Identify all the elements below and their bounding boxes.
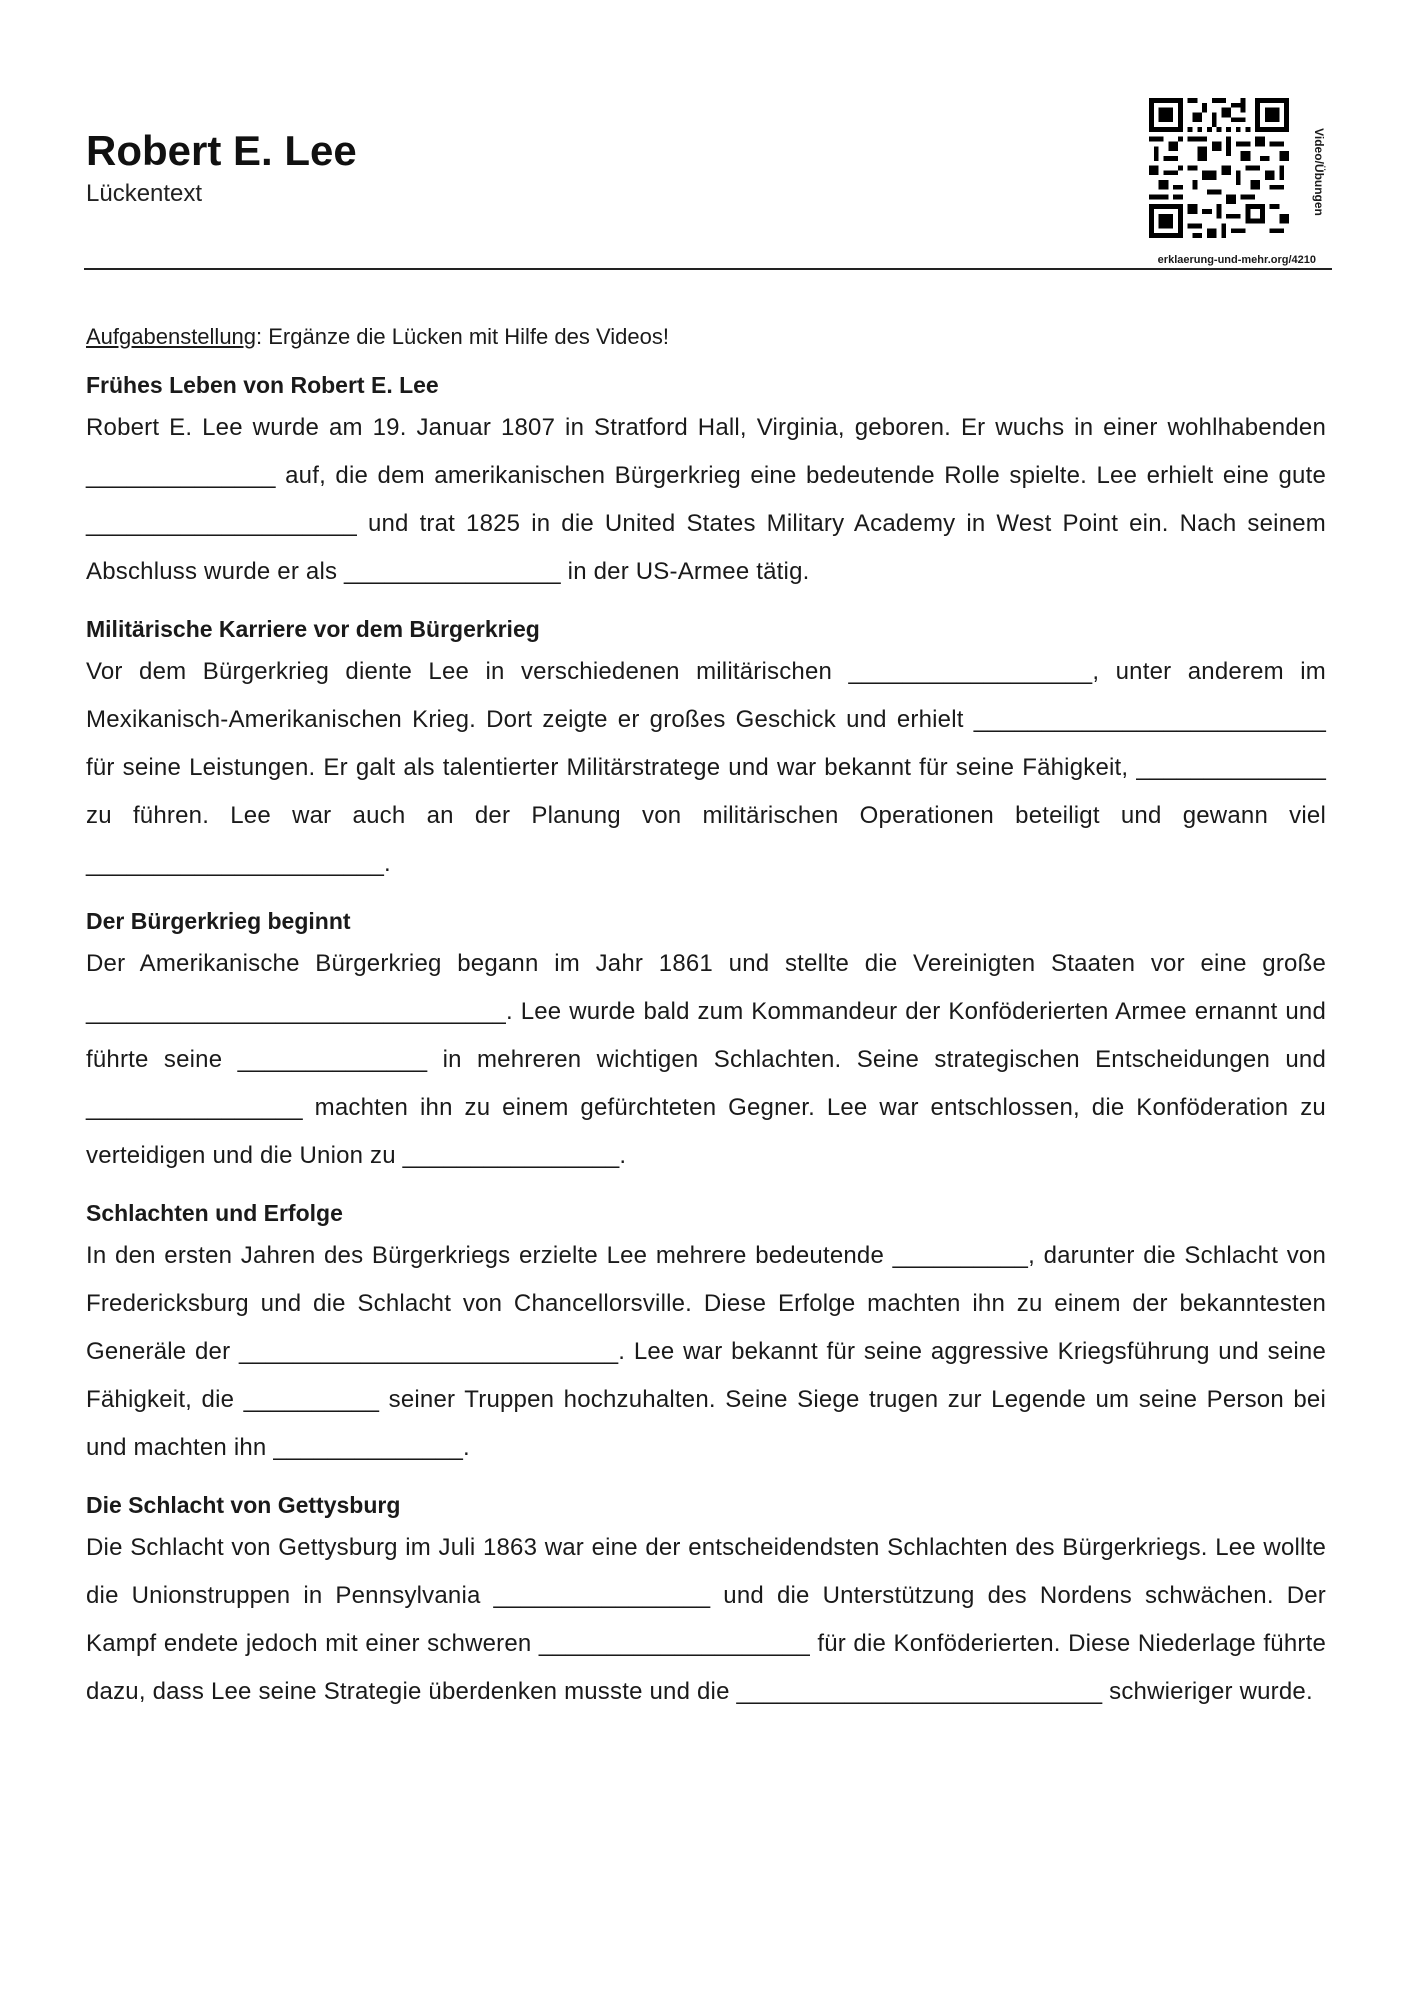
section-heading: Frühes Leben von Robert E. Lee <box>86 372 439 398</box>
video-exercises-label: Video/Übungen <box>1312 128 1326 216</box>
task-text: : Ergänze die Lücken mit Hilfe des Videos! <box>256 324 669 349</box>
section-text: Der Amerikanische Bürgerkrieg begann im Jahr 1861 und stellte die Vereinigten Staaten vor eine große _______________________________. Lee wurde bald zum Kommandeur der Konföderierten Armee ernannt und führte seine ______________ in mehreren wichtigen Schlachten. Seine strategischen Entscheidungen und ________________ machten ihn zu einem gefürchteten Gegner. Lee war entschlossen, die Konföderation zu verteidigen und die Union zu ________________. <box>86 950 1326 1169</box>
section-civil-war-begins <box>86 902 1326 1180</box>
qr-code-icon[interactable] <box>1149 98 1289 238</box>
header-divider <box>84 268 1332 270</box>
section-heading: Die Schlacht von Gettysburg <box>86 1492 401 1518</box>
task-label: Aufgabenstellung <box>86 324 257 349</box>
section-heading: Schlachten und Erfolge <box>86 1200 343 1226</box>
section-heading: Der Bürgerkrieg beginnt <box>86 908 351 934</box>
section-text: In den ersten Jahren des Bürgerkriegs erzielte Lee mehrere bedeutende __________, darunter die Schlacht von Fredericksburg und die Schlacht von Chancellorsville. Diese Erfolge machten ihn zu einem der bekanntesten Generäle der ____________________________. Lee war bekannt für seine aggressive Kriegsführung und seine Fähigkeit, die __________ seiner Truppen hochzuhalten. Seine Siege trugen zur Legende um seine Person bei und machten ihn ______________. <box>86 1242 1326 1461</box>
section-battles-successes <box>86 1194 1326 1472</box>
section-text: Robert E. Lee wurde am 19. Januar 1807 in Stratford Hall, Virginia, geboren. Er wuchs in einer wohlhabenden ______________ auf, die dem amerikanischen Bürgerkrieg eine bedeutende Rolle spielte. Lee erhielt eine gute ____________________ und trat 1825 in die United States Military Academy in West Point ein. Nach seinem Abschluss wurde er als ________________ in der US-Armee tätig. <box>86 414 1326 585</box>
page-subtitle: Lückentext <box>86 180 203 207</box>
worksheet-content <box>86 322 1326 1730</box>
section-heading: Militärische Karriere vor dem Bürgerkrieg <box>86 616 540 642</box>
section-text: Vor dem Bürgerkrieg diente Lee in verschiedenen militärischen __________________, unter anderem im Mexikanisch-Amerikanischen Krieg. Dort zeigte er großes Geschick und erhielt __________________________ für seine Leistungen. Er galt als talentierter Militärstratege und war bekannt für seine Fähigkeit, ______________ zu führen. Lee war auch an der Planung von militärischen Operationen beteiligt und gewann viel ______________________. <box>86 658 1326 877</box>
section-early-life <box>86 366 1326 596</box>
source-url[interactable]: erklaerung-und-mehr.org/4210 <box>1157 254 1316 266</box>
section-military-career <box>86 610 1326 888</box>
section-text: Die Schlacht von Gettysburg im Juli 1863 war eine der entscheidendsten Schlachten des Bürgerkriegs. Lee wollte die Unionstruppen in Pennsylvania ________________ und die Unterstützung des Nordens schwächen. Der Kampf endete jedoch mit einer schweren ____________________ für die Konföderierten. Diese Niederlage führte dazu, dass Lee seine Strategie überdenken musste und die ___________________________ schwieriger wurde. <box>86 1534 1326 1705</box>
page-title: Robert E. Lee <box>86 127 357 174</box>
section-gettysburg <box>86 1486 1326 1716</box>
task-instruction <box>86 322 1326 352</box>
